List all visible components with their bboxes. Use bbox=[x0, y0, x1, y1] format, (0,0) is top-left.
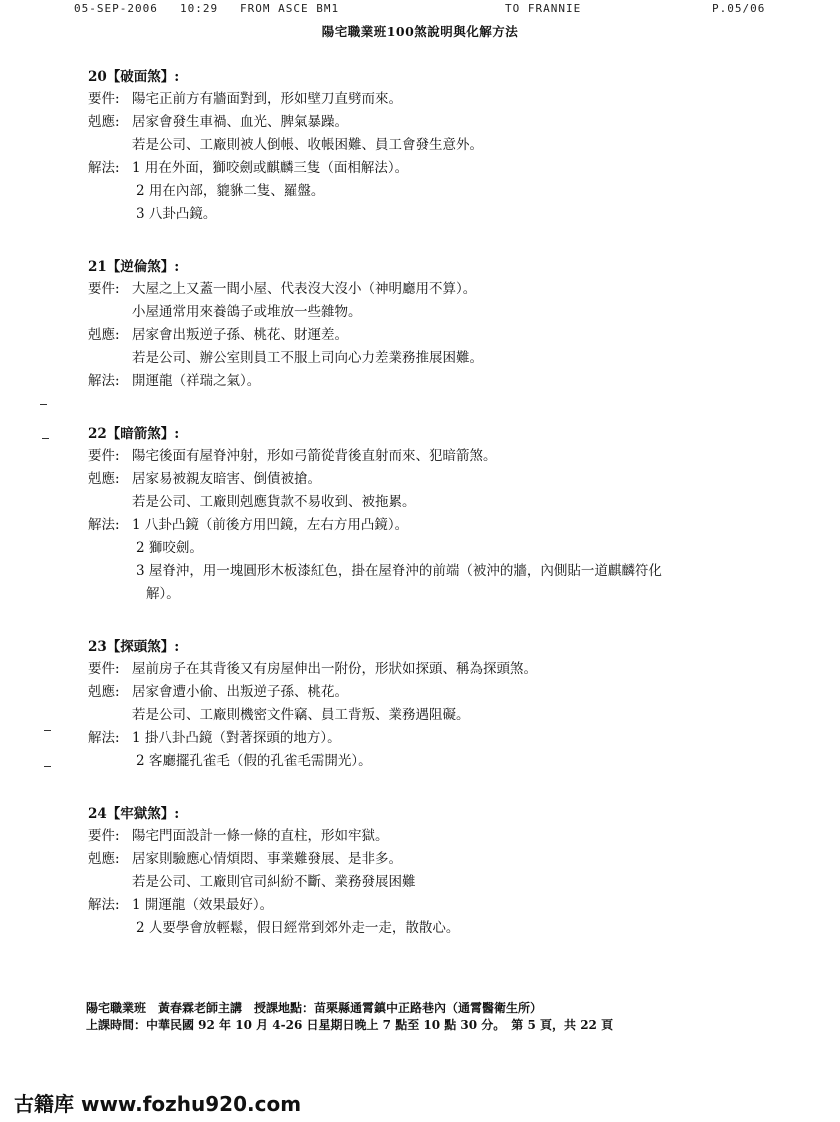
document-body bbox=[88, 66, 768, 970]
entry-label: 解法: bbox=[88, 897, 120, 913]
entry-label: 解法: bbox=[88, 160, 120, 176]
entry-line: 1 八卦凸鏡（前後方用凹鏡，左右方用凸鏡）。 bbox=[132, 517, 409, 533]
entry-remedy bbox=[88, 157, 768, 226]
entry-effect bbox=[88, 324, 768, 370]
entry-line: 2 獅咬劍。 bbox=[136, 540, 203, 556]
entry-line: 2 人要學會放輕鬆，假日經常到郊外走一走，散散心。 bbox=[136, 920, 460, 936]
entry-line: 3 八卦凸鏡。 bbox=[136, 206, 217, 222]
entry-line: 居家易被親友暗害、倒債被搶。 bbox=[132, 471, 321, 487]
entry-label: 解法: bbox=[88, 730, 120, 746]
fax-from: FROM ASCE BM1 bbox=[240, 2, 340, 15]
entry-line: 開運龍（祥瑞之氣）。 bbox=[132, 373, 261, 389]
fax-header bbox=[0, 2, 840, 18]
entry-line: 陽宅後面有屋脊沖射，形如弓箭從背後直射而來、犯暗箭煞。 bbox=[132, 448, 497, 464]
scan-speck bbox=[42, 438, 49, 439]
entry-line: 若是公司、工廠則機密文件竊、員工背叛、業務遇阻礙。 bbox=[132, 707, 470, 723]
entry-line: 1 用在外面，獅咬劍或麒麟三隻（面相解法）。 bbox=[132, 160, 409, 176]
entry-label: 要件: bbox=[88, 828, 120, 844]
section-title: 24【牢獄煞】: bbox=[88, 806, 180, 822]
footer-schedule: 上課時間：中華民國 92 年 10 月 4-26 日星期日晚上 7 點至 10 點 30 分。 第 5 頁，共 22 頁 bbox=[86, 1018, 614, 1032]
entry-requirement bbox=[88, 825, 768, 848]
entry-line: 1 開運龍（效果最好）。 bbox=[132, 897, 274, 913]
entry-label: 剋應: bbox=[88, 851, 120, 867]
entry-requirement bbox=[88, 658, 768, 681]
entry-remedy bbox=[88, 514, 768, 606]
scan-speck bbox=[44, 730, 51, 731]
entry-line: 居家則驗應心情煩悶、事業難發展、是非多。 bbox=[132, 851, 402, 867]
entry-line: 1 掛八卦凸鏡（對著探頭的地方）。 bbox=[132, 730, 341, 746]
entry-line: 居家會遭小偷、出叛逆子孫、桃花。 bbox=[132, 684, 348, 700]
entry-label: 剋應: bbox=[88, 327, 120, 343]
entry-line: 若是公司、工廠則官司糾紛不斷、業務發展困難 bbox=[132, 874, 416, 890]
entry-label: 剋應: bbox=[88, 684, 120, 700]
section-23 bbox=[88, 636, 768, 773]
entry-line: 若是公司、工廠則被人倒帳、收帳困難、員工會發生意外。 bbox=[132, 137, 483, 153]
entry-line: 2 用在內部，貔貅二隻、羅盤。 bbox=[136, 183, 325, 199]
site-watermark: 古籍库 www.fozhu920.com bbox=[14, 1092, 302, 1116]
entry-remedy bbox=[88, 894, 768, 940]
section-24 bbox=[88, 803, 768, 940]
document-footer bbox=[86, 1000, 786, 1034]
section-22 bbox=[88, 423, 768, 606]
entry-label: 要件: bbox=[88, 281, 120, 297]
entry-line: 居家會出叛逆子孫、桃花、財運差。 bbox=[132, 327, 348, 343]
entry-line: 大屋之上又蓋一間小屋、代表沒大沒小（神明廳用不算）。 bbox=[132, 281, 477, 297]
fax-time: 10:29 bbox=[180, 2, 219, 15]
entry-effect bbox=[88, 468, 768, 514]
fax-date: 05-SEP-2006 bbox=[74, 2, 158, 15]
entry-label: 要件: bbox=[88, 448, 120, 464]
section-20 bbox=[88, 66, 768, 226]
entry-effect bbox=[88, 681, 768, 727]
entry-label: 解法: bbox=[88, 373, 120, 389]
entry-line: 小屋通常用來養鴿子或堆放一些雜物。 bbox=[132, 304, 362, 320]
entry-effect bbox=[88, 848, 768, 894]
entry-line: 陽宅門面設計一條一條的直柱，形如牢獄。 bbox=[132, 828, 389, 844]
fax-to: TO FRANNIE bbox=[505, 2, 582, 15]
entry-line: 屋前房子在其背後又有房屋伸出一附份，形狀如探頭、稱為探頭煞。 bbox=[132, 661, 537, 677]
section-title: 22【暗箭煞】: bbox=[88, 426, 180, 442]
fax-page: P.05/06 bbox=[712, 2, 766, 15]
entry-line: 居家會發生車禍、血光、脾氣暴躁。 bbox=[132, 114, 348, 130]
document-title: 陽宅職業班100煞說明與化解方法 bbox=[321, 24, 519, 39]
entry-label: 要件: bbox=[88, 661, 120, 677]
entry-requirement bbox=[88, 278, 768, 324]
entry-requirement bbox=[88, 445, 768, 468]
section-title: 21【逆倫煞】: bbox=[88, 259, 180, 275]
entry-line: 若是公司、辦公室則員工不服上司向心力差業務推展困難。 bbox=[132, 350, 483, 366]
entry-remedy bbox=[88, 727, 768, 773]
footer-course-info: 陽宅職業班 黃春霖老師主講 授課地點：苗栗縣通霄鎮中正路巷內（通霄醫衛生所） bbox=[86, 1001, 543, 1015]
entry-remedy bbox=[88, 370, 768, 393]
scan-speck bbox=[40, 404, 47, 405]
entry-label: 要件: bbox=[88, 91, 120, 107]
entry-line: 陽宅正前方有牆面對到，形如壁刀直劈而來。 bbox=[132, 91, 402, 107]
section-21 bbox=[88, 256, 768, 393]
entry-line: 若是公司、工廠則剋應貨款不易收到、被拖累。 bbox=[132, 494, 416, 510]
entry-label: 解法: bbox=[88, 517, 120, 533]
entry-line: 2 客廳擺孔雀毛（假的孔雀毛需開光）。 bbox=[136, 753, 372, 769]
entry-line: 3 屋脊沖，用一塊圓形木板漆紅色，掛在屋脊沖的前端（被沖的牆，內側貼一道麒麟符化解）。 bbox=[136, 563, 662, 602]
entry-effect bbox=[88, 111, 768, 157]
scan-speck bbox=[44, 766, 51, 767]
entry-label: 剋應: bbox=[88, 114, 120, 130]
section-title: 23【探頭煞】: bbox=[88, 639, 180, 655]
section-title: 20【破面煞】: bbox=[88, 69, 180, 85]
entry-label: 剋應: bbox=[88, 471, 120, 487]
entry-requirement bbox=[88, 88, 768, 111]
